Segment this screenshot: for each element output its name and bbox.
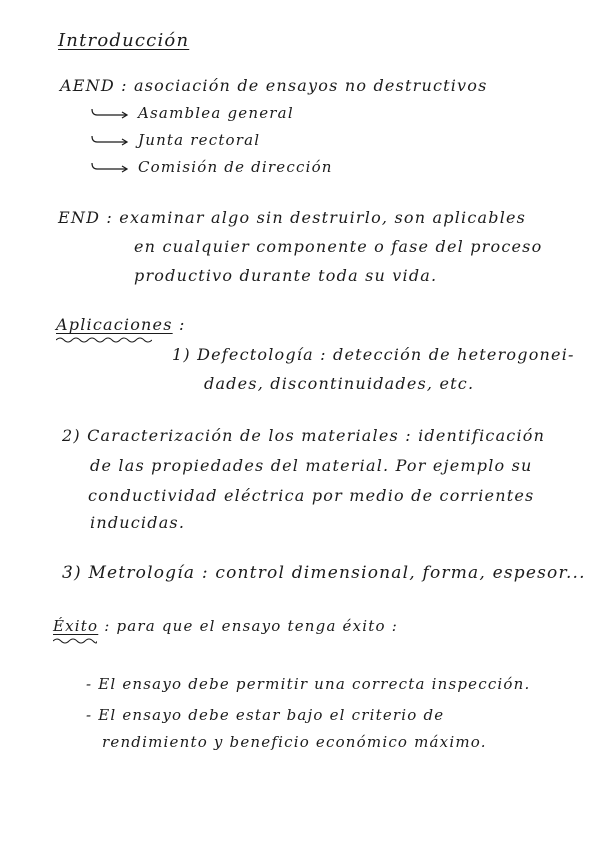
hook-arrow-icon [90,135,130,147]
aplicacion-1-line-2: dades, discontinuidades, etc. [204,374,475,393]
page-title: Introducción [58,30,190,51]
hook-arrow-icon [90,108,130,120]
aplicaciones-heading [56,315,186,334]
exito-intro: : para que el ensayo tenga éxito : [104,617,398,635]
aend-item-label: Junta rectoral [138,131,261,149]
end-line-3: productivo durante toda su vida. [134,266,438,285]
aend-item-1 [90,104,294,122]
aplicacion-1-line-1: 1) Defectología : detección de heterogonei- [172,345,575,364]
aend-item-3 [90,158,333,176]
wavy-underline-icon [53,637,97,645]
end-line-1: END : examinar algo sin destruirlo, son aplicables [58,208,527,227]
wavy-underline-icon [56,336,152,344]
aplicacion-2-line-4: inducidas. [90,513,186,532]
hook-arrow-icon [90,162,130,174]
exito-heading [53,617,398,635]
aplicaciones-heading-colon: : [178,315,186,334]
aend-item-2 [90,131,260,149]
aend-item-label: Comisión de dirección [138,158,333,176]
aplicacion-2-line-2: de las propiedades del material. Por ejemplo su [90,456,533,475]
aplicaciones-heading-text: Aplicaciones [56,315,173,334]
aplicacion-3: 3) Metrología : control dimensional, forma, espesor... [62,563,586,583]
exito-bullet-2-line-1: - El ensayo debe estar bajo el criterio de [86,706,445,724]
end-line-2: en cualquier componente o fase del proceso [134,237,543,256]
aend-definition: AEND : asociación de ensayos no destructivos [60,76,488,95]
aplicacion-2-line-3: conductividad eléctrica por medio de corrientes [88,486,535,505]
aplicacion-2-line-1: 2) Caracterización de los materiales : identificación [62,426,546,445]
exito-bullet-1: - El ensayo debe permitir una correcta inspección. [86,675,531,693]
exito-bullet-2-line-2: rendimiento y beneficio económico máximo. [102,733,487,751]
exito-heading-text: Éxito [53,617,99,635]
aend-item-label: Asamblea general [138,104,294,122]
